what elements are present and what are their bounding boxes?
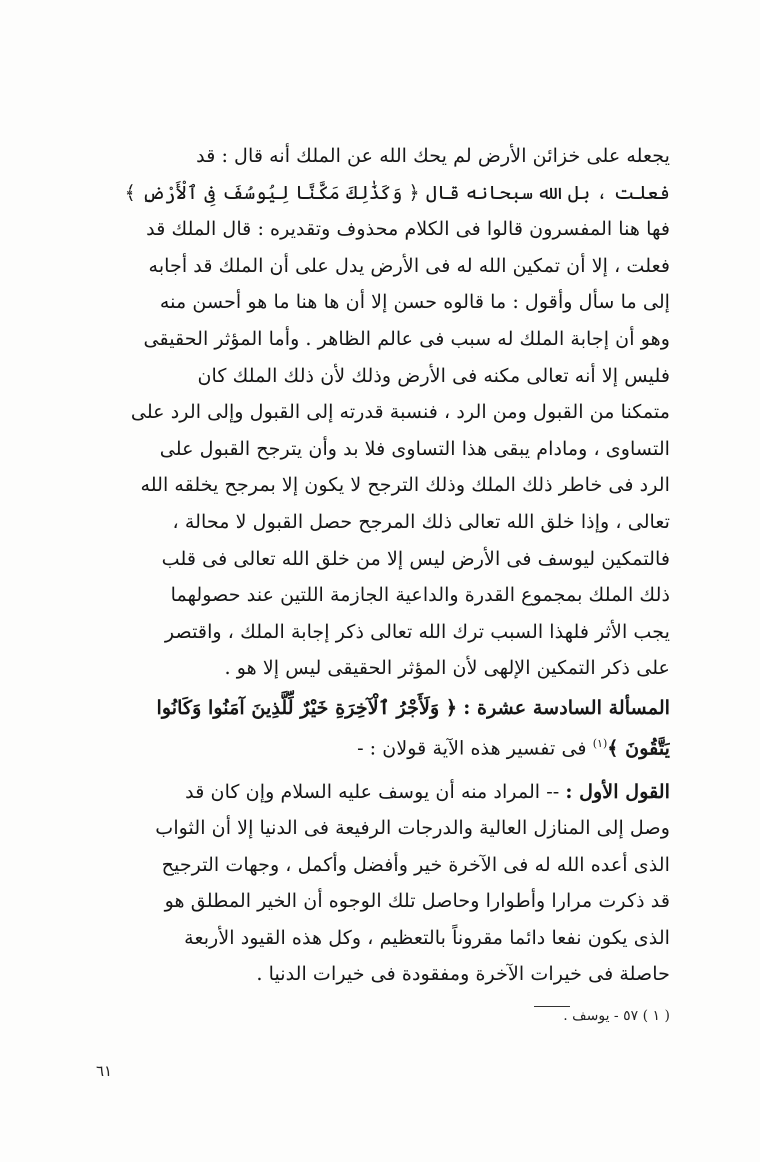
- text-line: التساوى ، ومادام يبقى هذا التساوى فلا بد وأن يترجح القبول على: [159, 436, 670, 460]
- first-opinion-text: -- المراد منه أن يوسف عليه السلام وإن كان قد: [185, 780, 560, 803]
- issue-heading-line: [122, 690, 670, 726]
- quran-verse-part-2: يَتَّقُونَ ﴾: [607, 736, 670, 760]
- text-line: على ذكر التمكين الإلهى لأن المؤثر الحقيقى ليس إلا هو .: [224, 656, 670, 680]
- text-line: فعلت ، إلا أن تمكين الله له فى الأرض يدل على أن الملك قد أجابه: [148, 253, 670, 277]
- text-line: الرد فى خاطر ذلك الملك وذلك الترجح لا يكون إلا بمرجح يخلقه الله: [140, 473, 670, 497]
- text-line: وصل إلى المنازل العالية والدرجات الرفيعة فى الدنيا إلا أن الثواب: [155, 816, 670, 840]
- issue-heading: المسألة السادسة عشرة :: [463, 696, 670, 719]
- verse-commentary: فى تفسير هذه الآية قولان : -: [357, 736, 587, 760]
- text-line: حاصلة فى خيرات الآخرة ومفقودة فى خيرات الدنيا .: [256, 962, 670, 986]
- verse-continuation-line: [122, 726, 670, 766]
- text-line-with-verse: فعلت ، بل الله سبحانه قال ﴿ وَكَذَٰلِكَ مَكَّنَّا لِيُوسُفَ فِى ٱلْأَرْضِ ﴾: [124, 180, 670, 204]
- text-line: إلى ما سأل وأقول : ما قالوه حسن إلا أن ها هنا ما هو أحسن منه: [159, 290, 670, 314]
- text-line: يجعله على خزائن الأرض لم يحك الله عن الملك أنه قال : قد: [196, 144, 670, 167]
- text-line: متمكنا من القبول ومن الرد ، فنسبة قدرته إلى القبول وإلى الرد على: [130, 400, 670, 424]
- text-line: قد ذكرت مرارا وأطوارا وحاصل تلك الوجوه أن الخير المطلق هو: [164, 889, 670, 913]
- text-line: ذلك الملك بمجموع القدرة والداعية الجازمة اللتين عند حصولهما: [170, 583, 670, 607]
- text-line: تعالى ، وإذا خلق الله تعالى ذلك المرجح حصل القبول لا محالة ،: [172, 509, 670, 533]
- paragraph-3: [122, 774, 670, 992]
- page-number: ٦١: [96, 1062, 113, 1080]
- paragraph-2: [122, 690, 670, 766]
- footnote-marker: (١): [592, 737, 608, 750]
- quran-verse-part-1: ﴿ وَلَأَجْرُ ٱلْآخِرَةِ خَيْرٌ لِّلَّذِينَ آمَنُوا وَكَانُوا: [156, 696, 458, 719]
- text-line: فها هنا المفسرون قالوا فى الكلام محذوف وتقديره : قال الملك قد: [146, 217, 670, 241]
- text-line: فالتمكين ليوسف فى الأرض ليس إلا من خلق الله تعالى فى قلب: [161, 546, 670, 570]
- text-line: الذى أعده الله له فى الآخرة خير وأفضل وأكمل ، وجهات الترجيح: [161, 852, 670, 876]
- first-opinion-line: [122, 774, 670, 810]
- footnote: ( ١ ) ٥٧ - يوسف .: [563, 1008, 670, 1024]
- text-line: وهو أن إجابة الملك له سبب فى عالم الظاهر . وأما المؤثر الحقيقى: [143, 326, 670, 350]
- text-line: فليس إلا أنه تعالى مكنه فى الأرض وذلك لأن ذلك الملك كان: [197, 363, 670, 387]
- paragraph-1: [122, 138, 670, 687]
- first-opinion-heading: القول الأول :: [565, 780, 670, 803]
- text-line: الذى يكون نفعا دائما مقروناً بالتعظيم ، وكل هذه القيود الأربعة: [184, 925, 670, 949]
- text-line: يجب الأثر فلهذا السبب ترك الله تعالى ذكر إجابة الملك ، واقتصر: [164, 619, 670, 643]
